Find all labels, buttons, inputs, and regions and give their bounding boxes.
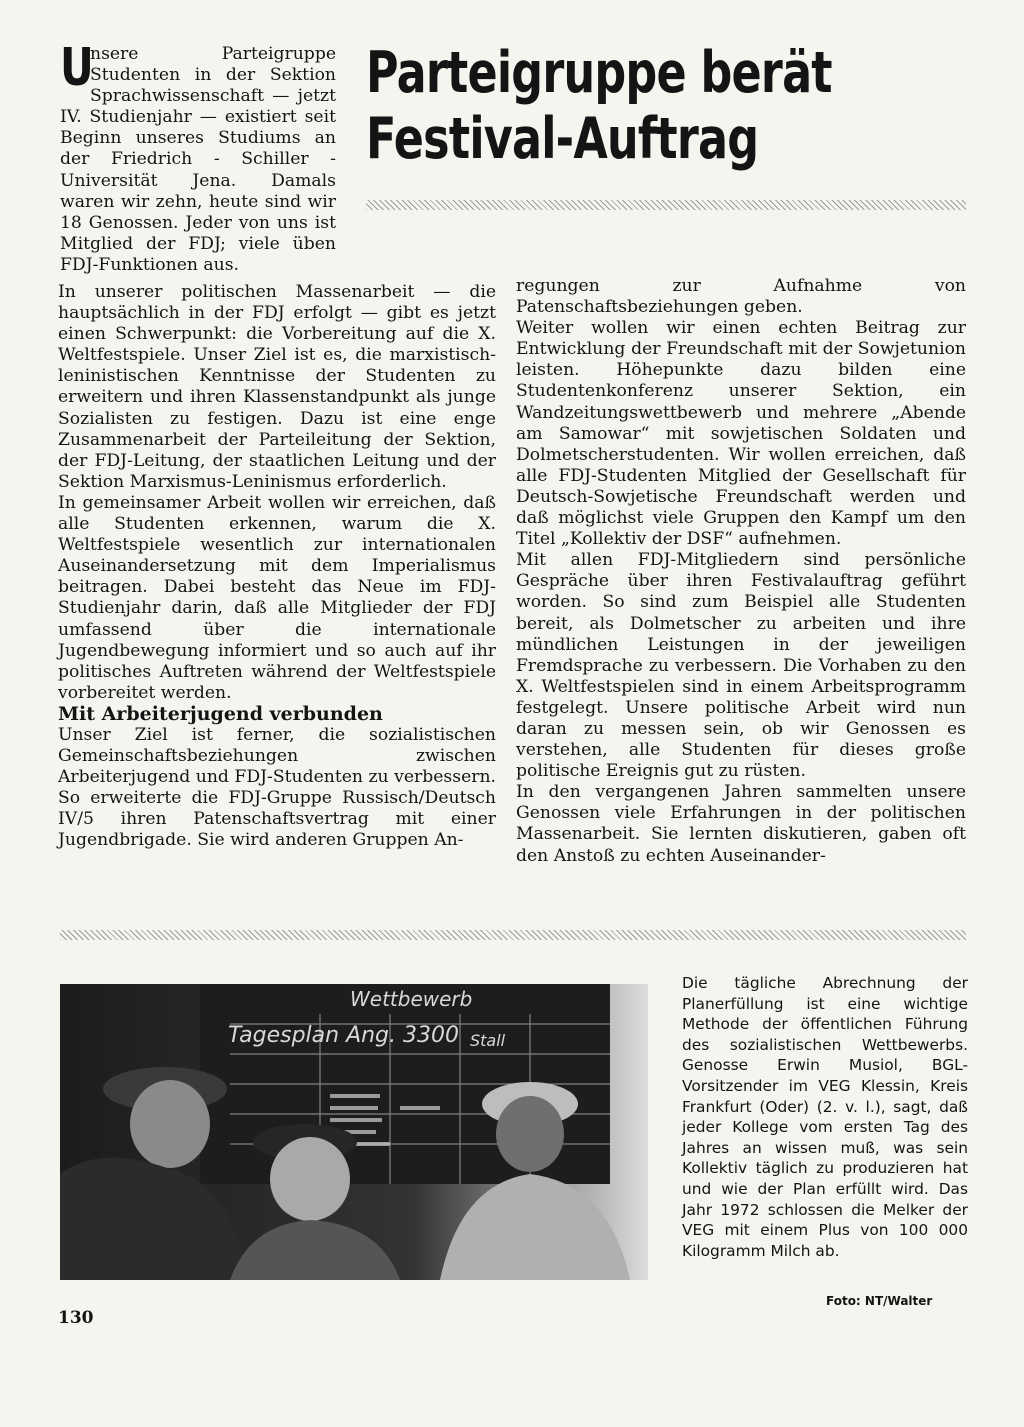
board-text: Wettbewerb [350,987,473,1011]
paragraph: Weiter wollen wir einen echten Beitrag zur Entwicklung der Freundschaft mit der Sowjetunion leisten. Höhepunkte dazu bilden eine Studentenkonferenz unserer Sektion, ein Wandzeitungswettbewerb und mehrere „Abende am Samowar“ mit sowjetischen Soldaten und Dolmetscherstudenten. Wir wollen erreichen, daß alle FDJ-Studenten Mitglied der Gesellschaft für Deutsch-Sowjetische Freundschaft werden und daß möglichst viele Gruppen den Kampf um den Titel „Kollektiv der DSF“ aufnehmen. [516,318,966,550]
photo-milking-plan-board [60,984,648,1280]
photo-illustration [60,984,648,1280]
subheading: Mit Arbeiterjugend verbunden [58,702,383,725]
paragraph: In unserer politischen Massenarbeit — die hauptsächlich in der FDJ erfolgt — gibt es jetzt einen Schwerpunkt: die Vorbereitung auf die X. Weltfestspiele. Unser Ziel ist es, die marxistisch-leninistischen Kenntnisse der Studenten zu erweitern und ihren Klassenstandpunkt als junge Sozialisten zu festigen. Dazu ist eine enge Zusammenarbeit der Parteileitung der Sektion, der FDJ-Leitung, der staatlichen Leitung und der Sektion Marxismus-Leninismus erforderlich. [58,282,496,492]
headline [366,40,834,172]
section-rule [60,930,966,940]
headline-line-1: Parteigruppe berät [366,40,832,106]
photo-credit: Foto: NT/Walter [826,1294,933,1308]
paragraph: Mit allen FDJ-Mitgliedern sind persönliche Gespräche über ihren Festivalauftrag geführt worden. So sind zum Beispiel alle Studenten bereit, als Dolmetscher zu arbeiten und ihre mündlichen Leistungen in der jeweiligen Fremdsprache zu verbessern. Die Vorhaben zu den X. Weltfestspielen sind in einem Arbeitsprogramm festgelegt. Unsere politische Arbeit wird nun daran zu messen sein, ob wir Genossen es verstehen, alle Studenten für dieses große politische Ereignis gut zu rüsten. [516,550,966,782]
board-text: Stall [470,1031,506,1050]
paragraph: In gemeinsamer Arbeit wollen wir erreichen, daß alle Studenten erkennen, warum die X. Weltfestspiele wesentlich zur internationalen Auseinandersetzung mit dem Imperialismus beitragen. Dabei besteht das Neue im FDJ-Studienjahr darin, daß alle Mitglieder der FDJ umfassend über die internationale Jugendbewegung informiert und so auch auf ihr politisches Auftreten während der Weltfestspiele vorbereitet werden. [58,492,496,703]
drop-cap: U [60,38,94,98]
page-number: 130 [58,1308,94,1328]
column-right [516,276,966,867]
intro-text: nsere Parteigruppe Studenten in der Sektion Sprachwissenschaft — jetzt IV. Studienjahr — existiert seit Beginn unseres Studiums an der Friedrich - Schiller - Universität Jena. Damals waren wir zehn, heute sind wir 18 Genossen. Jeder von uns ist Mitglied der FDJ; viele üben FDJ-Funktionen aus. [60,44,336,275]
intro-paragraph [60,38,336,276]
paragraph: Unser Ziel ist ferner, die sozialistischen Gemeinschaftsbeziehungen zwischen Arbeiterjugend und FDJ-Studenten zu verbessern. So erweiterte die FDJ-Gruppe Russisch/Deutsch IV/5 ihren Patenschaftsvertrag mit einer Jugendbrigade. Sie wird anderen Gruppen An- [58,724,496,851]
paragraph: In den vergangenen Jahren sammelten unsere Genossen viele Erfahrungen in der politischen Massenarbeit. Sie lernten diskutieren, gaben oft den Anstoß zu echten Auseinander- [516,782,966,866]
board-text: Tagesplan Ang. 3300 [228,1023,459,1048]
headline-line-2: Festival-Auftrag [366,106,759,172]
paragraph: regungen zur Aufnahme von Patenschaftsbeziehungen geben. [516,276,966,318]
column-left [58,282,496,852]
photo-caption: Die tägliche Abrechnung der Planerfüllung ist eine wichtige Methode der öffentlichen Führung des sozialistischen Wettbewerbs. Genosse Erwin Musiol, BGL-Vorsitzender im VEG Klessin, Kreis Frankfurt (Oder) (2. v. l.), sagt, daß jeder Kollege vom ersten Tag des Jahres an wissen muß, was sein Kollektiv täglich zu produzieren hat und wie der Plan erfüllt wird. Das Jahr 1972 schlossen die Melker der VEG mit einem Plus von 100 000 Kilogramm Milch ab. [682,974,968,1260]
headline-rule [366,200,966,210]
